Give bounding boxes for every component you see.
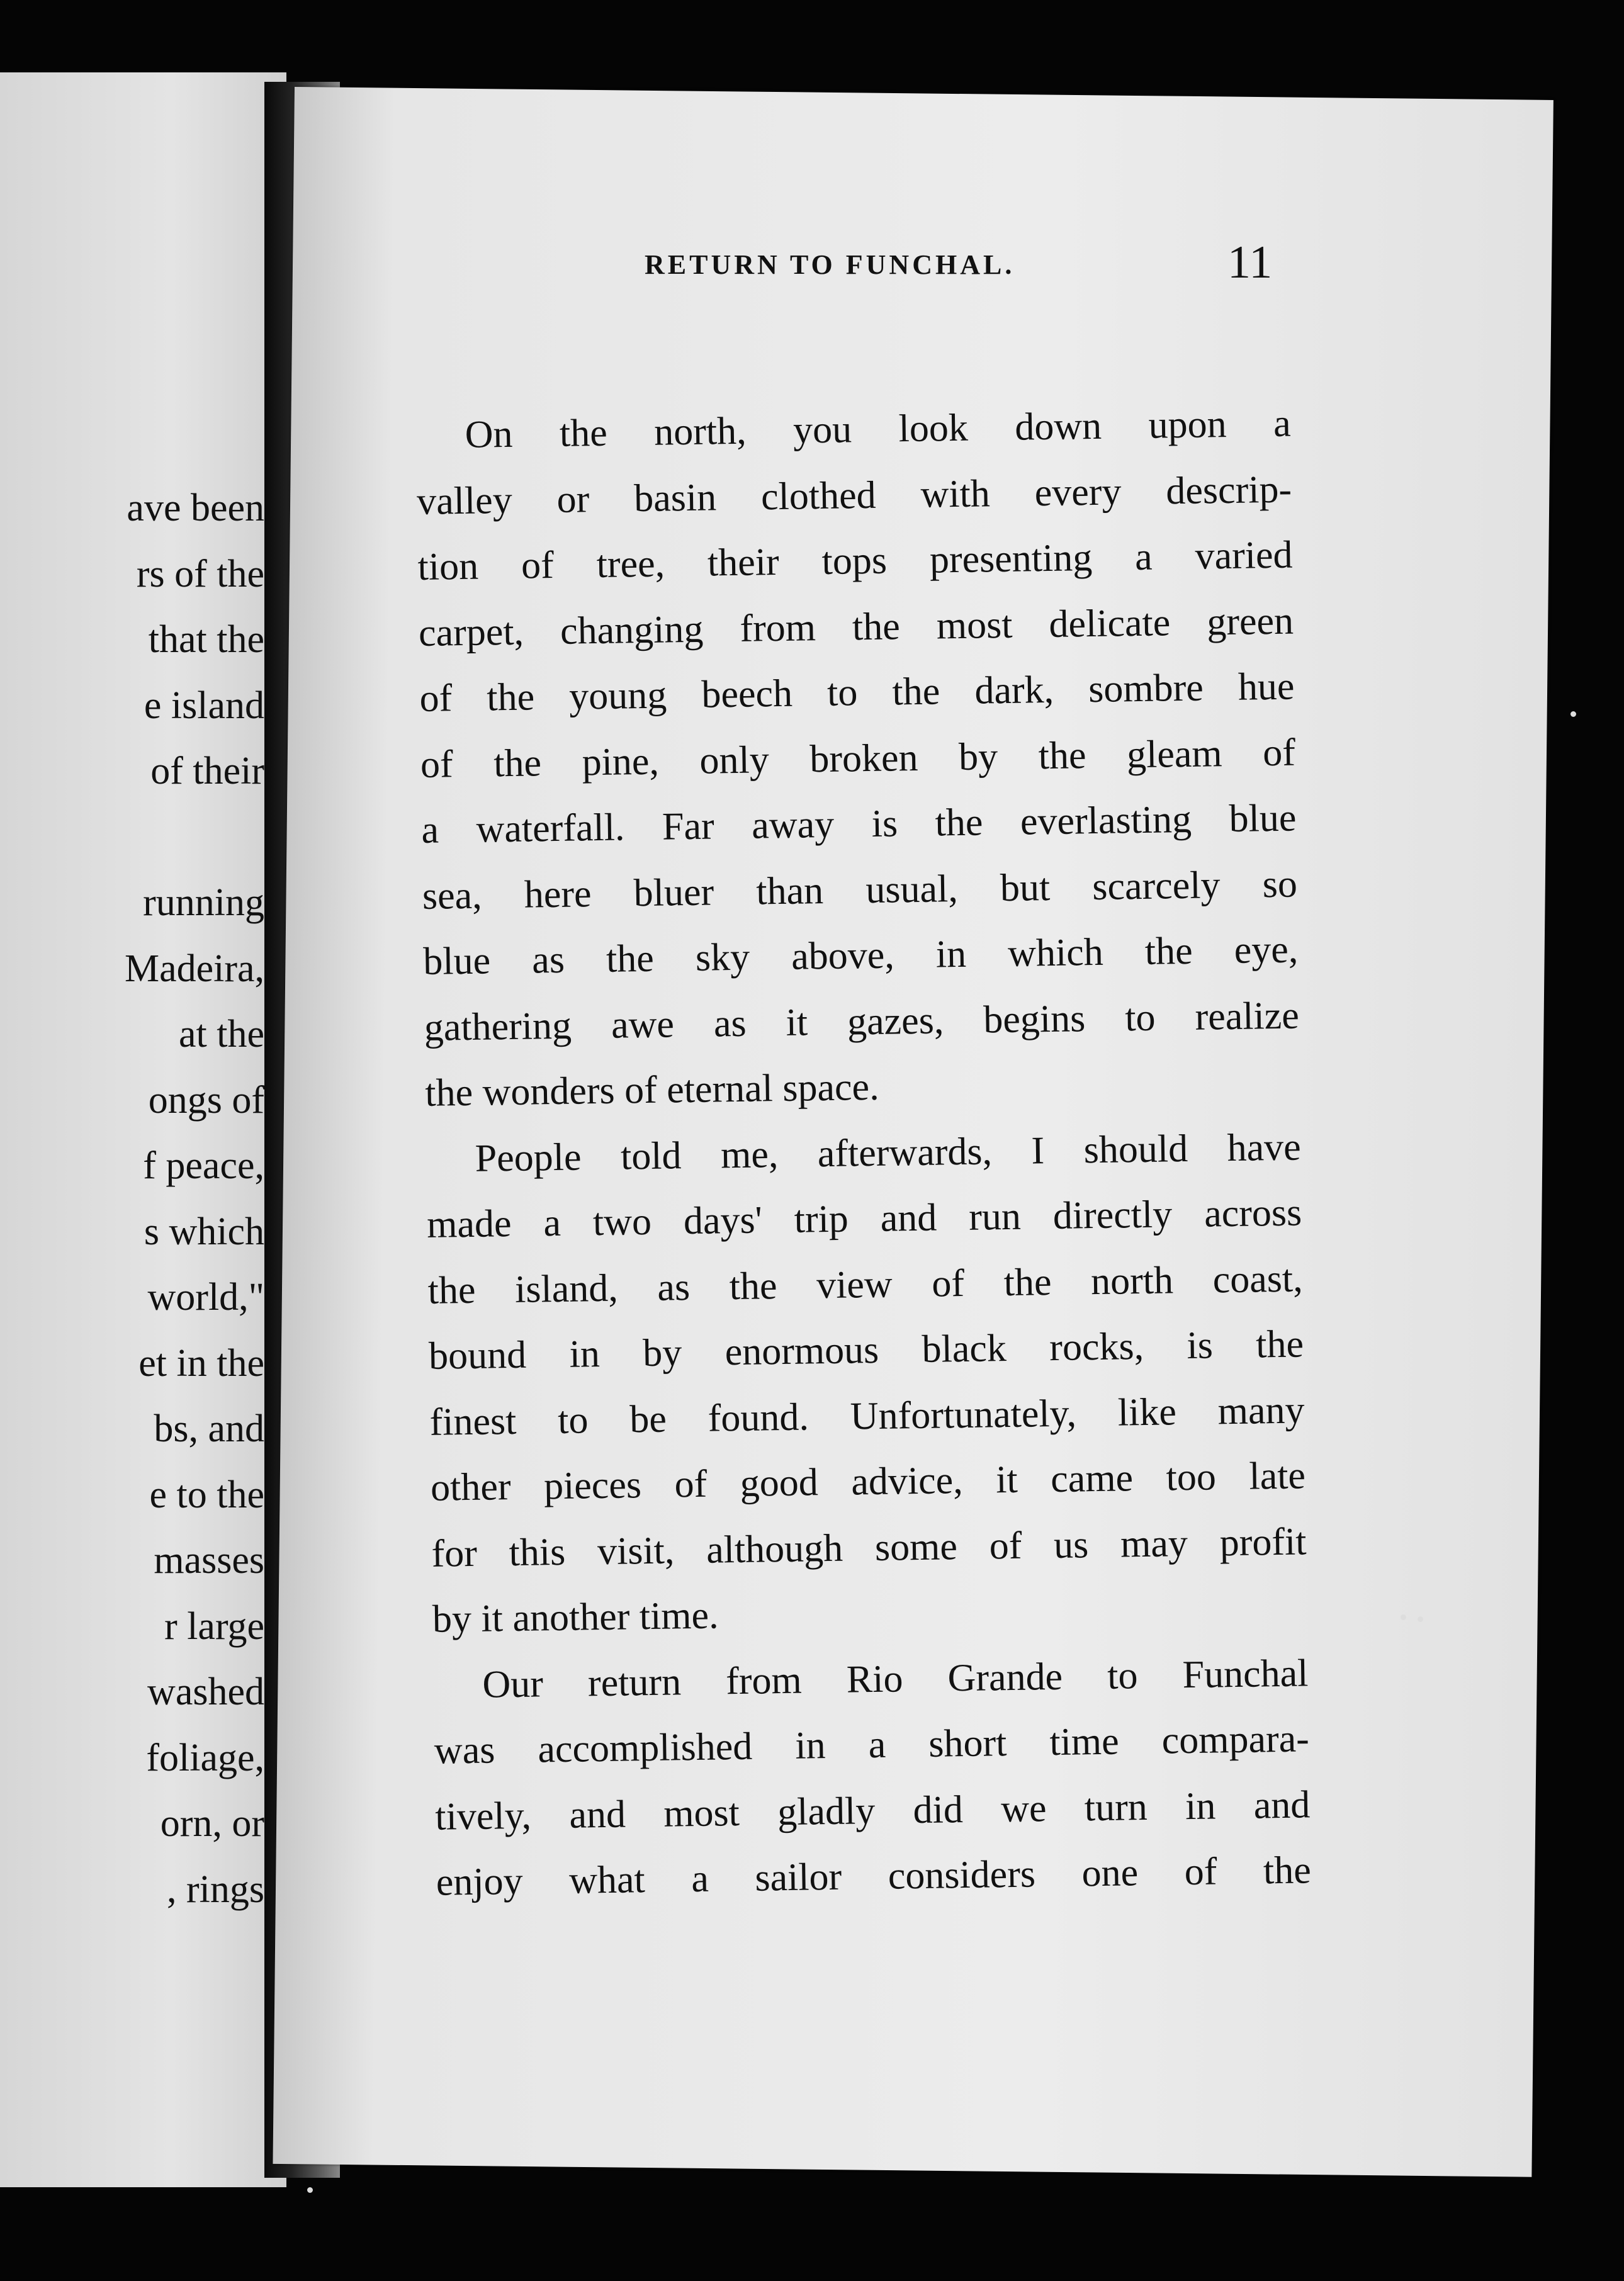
text-line: a waterfall. Far away is the everlasting blue — [421, 796, 1297, 852]
text-line: the island, as the view of the north coast, — [427, 1256, 1304, 1312]
left-page-text — [0, 475, 264, 1922]
left-line: Madeira, — [124, 947, 264, 990]
scan-speck — [307, 2187, 313, 2193]
paragraph — [415, 391, 1300, 1127]
left-line: that the — [148, 618, 264, 661]
text-line: bound in by enormous black rocks, is the — [428, 1322, 1304, 1378]
left-line: ave been — [127, 487, 264, 529]
text-line: the wonders of eternal space. — [424, 1065, 880, 1115]
text-line: carpet, changing from the most delicate green — [418, 599, 1294, 655]
left-line: f peace, — [143, 1144, 264, 1187]
left-line: world," — [147, 1276, 264, 1319]
left-line: bs, and — [154, 1407, 264, 1450]
left-line: rs of the — [136, 552, 264, 595]
text-line: by it another time. — [432, 1594, 719, 1641]
text-line: sea, here bluer than usual, but scarcely so — [422, 862, 1298, 918]
left-line: washed — [147, 1670, 264, 1713]
text-line: other pieces of good advice, it came too late — [430, 1454, 1306, 1509]
left-line: r large — [164, 1604, 264, 1648]
left-line: of their — [150, 750, 264, 792]
text-line: of the pine, only broken by the gleam of — [420, 731, 1296, 786]
scan-speck — [1570, 711, 1576, 717]
left-line: e to the — [149, 1473, 264, 1516]
left-line: running — [143, 881, 264, 924]
left-line: at the — [179, 1013, 264, 1056]
left-line: foliage, — [146, 1736, 264, 1779]
text-line: On the north, you look down upon a — [465, 402, 1292, 456]
text-line: for this visit, although some of us may profit — [431, 1519, 1307, 1575]
running-head: RETURN TO FUNCHAL. — [645, 249, 1015, 280]
text-line: finest to be found. Unfortunately, like many — [429, 1388, 1305, 1444]
left-line — [0, 804, 264, 870]
left-line: orn, or — [160, 1802, 264, 1845]
left-line: e island — [144, 684, 264, 727]
text-line: Our return from Rio Grande to Funchal — [482, 1651, 1309, 1706]
text-line: blue as the sky above, in which the eye, — [422, 928, 1299, 983]
left-line: masses — [154, 1539, 264, 1582]
paragraph — [433, 1640, 1312, 1915]
text-line: People told me, afterwards, I should have — [475, 1125, 1302, 1180]
text-line: tion of tree, their tops presenting a varied — [417, 533, 1293, 589]
text-line: enjoy what a sailor considers one of the — [436, 1849, 1312, 1904]
scan-speck — [1418, 1616, 1423, 1622]
left-page — [0, 72, 286, 2187]
paragraph — [426, 1114, 1308, 1652]
body-text — [415, 391, 1311, 1916]
left-line: et in the — [138, 1341, 264, 1385]
left-line: ongs of — [148, 1078, 264, 1122]
left-line: , rings — [167, 1867, 264, 1911]
page-number: 11 — [1227, 237, 1273, 288]
text-line: gathering awe as it gazes, begins to realize — [424, 993, 1300, 1049]
text-line: valley or basin clothed with every descrip- — [416, 468, 1292, 523]
scan-speck — [1401, 1614, 1406, 1620]
text-line: tively, and most gladly did we turn in and — [434, 1783, 1311, 1839]
text-line: of the young beech to the dark, sombre hue — [419, 665, 1295, 720]
left-line: s which — [144, 1210, 264, 1253]
text-line: made a two days' trip and run directly across — [426, 1191, 1302, 1246]
text-line: was accomplished in a short time compara- — [434, 1717, 1310, 1772]
